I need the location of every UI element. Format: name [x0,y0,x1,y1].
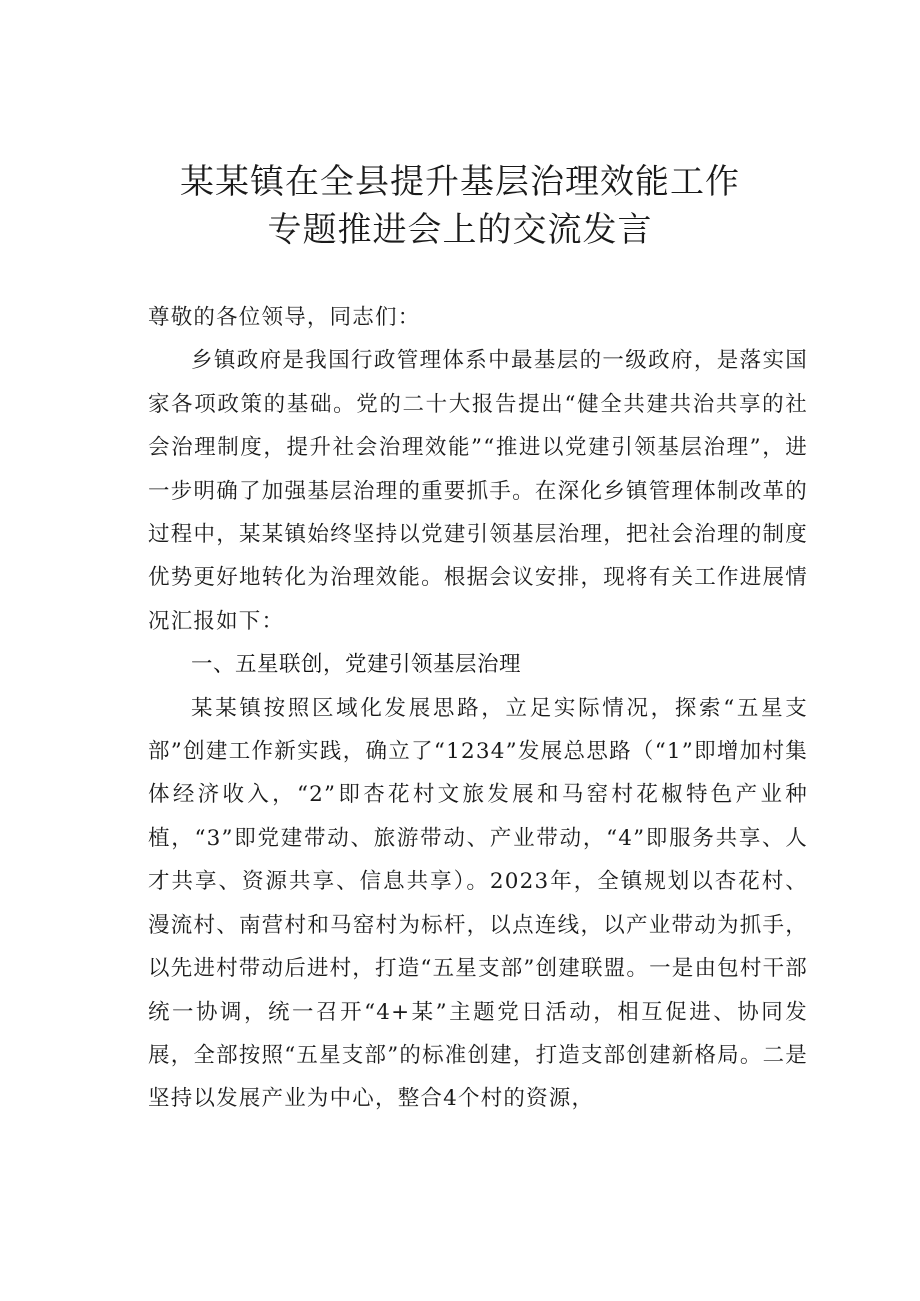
section-heading-1: 一、五星联创，党建引领基层治理 [191,652,522,678]
salutation: 尊敬的各位领导，同志们： [148,305,421,330]
document-title [100,158,820,254]
paragraph-section-1: 某某镇按照区域化发展思路，立足实际情况，探索“五星支部”创建工作新实践，确立了“1234”发展总思路（“1”即增加村集体经济收入，“2”即杏花村文旅发展和马窑村花椒特色产业种植，“3”即党建带动、旅游带动、产业带动，“4”即服务共享、人才共享、资源共享、信息共享）。2023年，全镇规划以杏花村、漫流村、南营村和马窑村为标杆，以点连线，以产业带动为抓手，以先进村带动后进村，打造“五星支部”创建联盟。一是由包村干部统一协调，统一召开“4+某”主题党日活动，相互促进、协同发展，全部按照“五星支部”的标准创建，打造支部创建新格局。二是坚持以发展产业为中心，整合4个村的资源， [148,695,808,1112]
paragraph-intro: 乡镇政府是我国行政管理体系中最基层的一级政府，是落实国家各项政策的基础。党的二十大报告提出“健全共建共治共享的社会治理制度，提升社会治理效能”“推进以党建引领基层治理”，进一步明确了加强基层治理的重要抓手。在深化乡镇管理体制改革的过程中，某某镇始终坚持以党建引领基层治理，把社会治理的制度优势更好地转化为治理效能。根据会议安排，现将有关工作进展情况汇报如下： [148,348,808,634]
title-line-1: 某某镇在全县提升基层治理效能工作 [180,162,740,202]
document-body [148,296,808,1121]
title-line-2: 专题推进会上的交流发言 [267,210,653,250]
